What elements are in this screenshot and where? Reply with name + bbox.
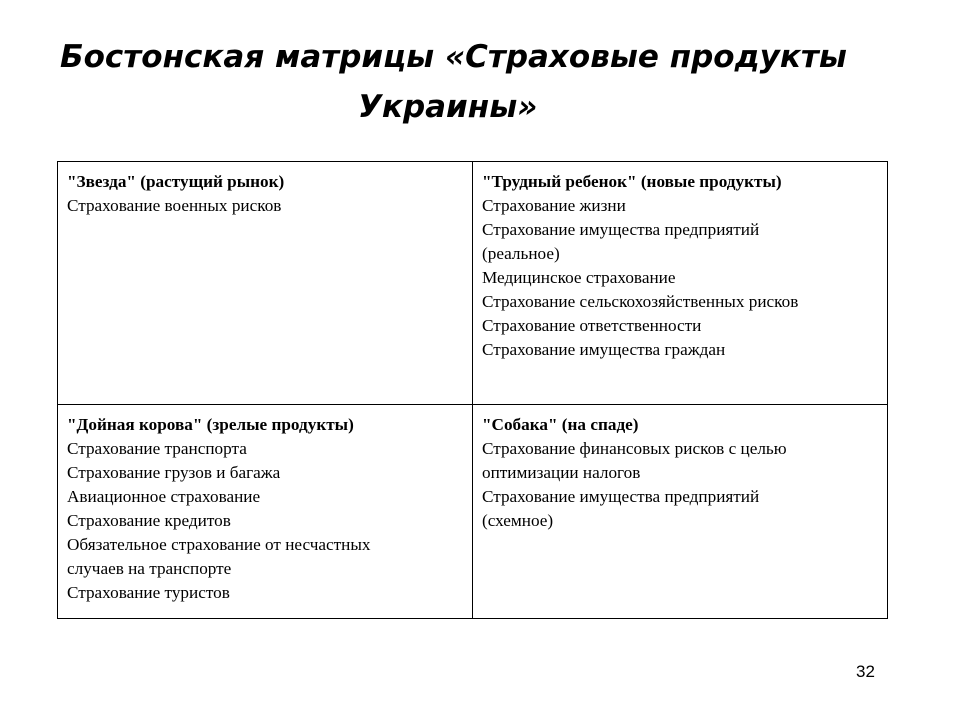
matrix-cell-heading: "Собака" (на спаде) [482,415,639,434]
matrix-cell-item: Страхование транспорта [67,439,247,458]
matrix-cell-item: Авиационное страхование [67,487,261,506]
matrix-cell-item: Страхование финансовых рисков с целью [482,439,787,458]
matrix-cell-item: Страхование жизни [482,196,626,215]
matrix-cell-item: Страхование кредитов [67,511,231,530]
matrix-cell-star [58,162,473,405]
matrix-cell-item: Страхование имущества предприятий [482,487,760,506]
slide-title [40,32,900,132]
matrix-cell-items [67,437,463,605]
matrix-cell-dog [473,405,887,618]
matrix-cell-heading: "Трудный ребенок" (новые продукты) [482,172,782,191]
matrix-cell-item: Страхование имущества граждан [482,340,726,359]
matrix-cell-item: (схемное) [482,511,554,530]
matrix-cell-item: Страхование ответственности [482,316,702,335]
matrix-cell-item: Обязательное страхование от несчастных [67,535,371,554]
matrix-cell-item: Страхование сельскохозяйственных рисков [482,292,799,311]
slide-title-line-1: Бостонская матрицы «Страховые продукты [60,39,847,75]
matrix-cell-cash-cow [58,405,473,618]
matrix-cell-item: Страхование имущества предприятий [482,220,760,239]
matrix-cell-item: Страхование туристов [67,583,230,602]
matrix-cell-items [482,437,878,533]
matrix-cell-heading: "Дойная корова" (зрелые продукты) [67,415,354,434]
matrix-cell-item: Страхование грузов и багажа [67,463,281,482]
boston-matrix-table [57,161,888,619]
matrix-cell-item: Страхование военных рисков [67,196,282,215]
matrix-cell-item: случаев на транспорте [67,559,232,578]
matrix-cell-items [482,194,878,362]
matrix-cell-items [67,194,463,218]
matrix-cell-item: (реальное) [482,244,560,263]
matrix-cell-item: оптимизации налогов [482,463,641,482]
page-number: 32 [856,662,875,681]
slide-title-line-2: Украины» [358,89,538,125]
matrix-cell-heading: "Звезда" (растущий рынок) [67,172,285,191]
matrix-cell-item: Медицинское страхование [482,268,676,287]
matrix-cell-question-mark [473,162,887,405]
